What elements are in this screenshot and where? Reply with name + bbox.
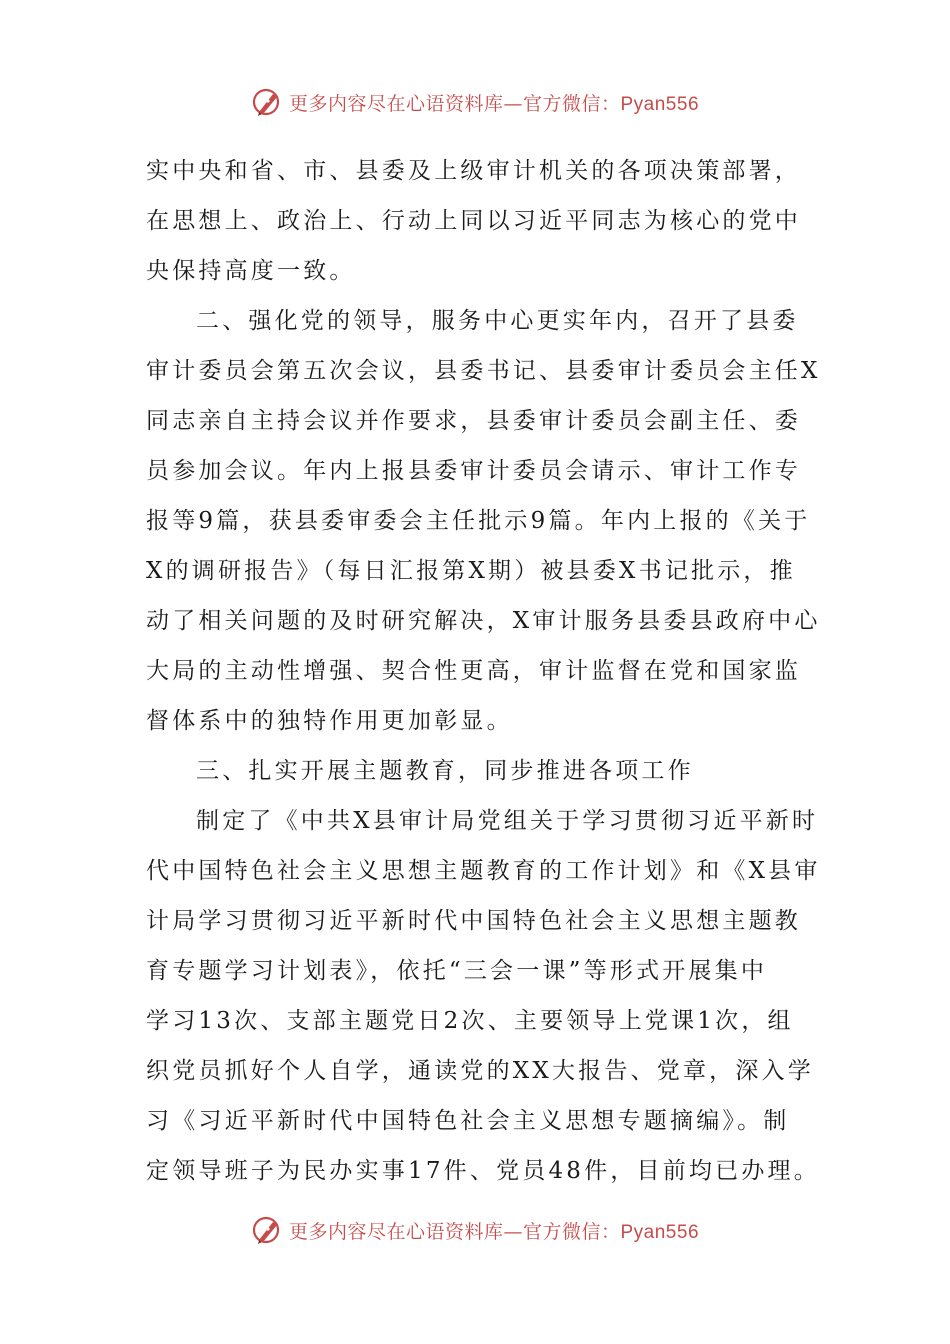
body-line: 员参加会议。年内上报县委审计委员会请示、审计工作专: [146, 458, 801, 484]
footer-banner-label: 更多内容尽在心语资料库—官方微信：: [288, 1220, 621, 1243]
body-line: 代中国特色社会主义思想主题教育的工作计划》和《X县审: [146, 858, 821, 884]
body-line: 动了相关问题的及时研究解决，X审计服务县委县政府中心: [146, 608, 821, 634]
footer-banner-wechat: Pyan556: [620, 1221, 700, 1243]
body-line: 督体系中的独特作用更加彰显。: [146, 708, 513, 734]
body-line: 在思想上、政治上、行动上同以习近平同志为核心的党中: [146, 208, 801, 234]
body-line: X的调研报告》（每日汇报第X期）被县委X书记批示，推: [146, 558, 796, 584]
footer-banner: [0, 1210, 950, 1250]
pen-logo-icon: [251, 1214, 283, 1246]
section-heading-2: 二、强化党的领导，服务中心更实年内，召开了县委: [196, 308, 799, 334]
footer-banner-text: [289, 1217, 699, 1244]
body-line: 报等9篇，获县委审委会主任批示9篇。年内上报的《关于: [146, 508, 811, 534]
body-line: 计局学习贯彻习近平新时代中国特色社会主义思想主题教: [146, 908, 801, 934]
header-banner-text: [289, 89, 699, 116]
section-heading-3: 三、扎实开展主题教育，同步推进各项工作: [196, 758, 694, 784]
header-banner-label: 更多内容尽在心语资料库—官方微信：: [288, 92, 621, 115]
header-banner: [0, 82, 950, 122]
pen-logo-icon: [251, 86, 283, 118]
paragraph-start: 制定了《中共X县审计局党组关于学习贯彻习近平新时: [196, 808, 819, 834]
document-body: [146, 146, 821, 1196]
body-line: 定领导班子为民办实事17件、党员48件，目前均已办理。: [146, 1158, 820, 1184]
body-line: 大局的主动性增强、契合性更高，审计监督在党和国家监: [146, 658, 801, 684]
body-line: 实中央和省、市、县委及上级审计机关的各项决策部署，: [146, 158, 801, 184]
body-line: 央保持高度一致。: [146, 258, 356, 284]
body-line: 习《习近平新时代中国特色社会主义思想专题摘编》。制: [146, 1108, 790, 1134]
body-line: 审计委员会第五次会议，县委书记、县委审计委员会主任X: [146, 358, 821, 384]
body-line: 学习13次、支部主题党日2次、主要领导上党课1次，组: [146, 1008, 794, 1034]
body-line: 同志亲自主持会议并作要求，县委审计委员会副主任、委: [146, 408, 801, 434]
body-line: 育专题学习计划表》，依托“三会一课”等形式开展集中: [146, 958, 768, 984]
body-line: 织党员抓好个人自学，通读党的XX大报告、党章，深入学: [146, 1058, 814, 1084]
header-banner-wechat: Pyan556: [620, 93, 700, 115]
